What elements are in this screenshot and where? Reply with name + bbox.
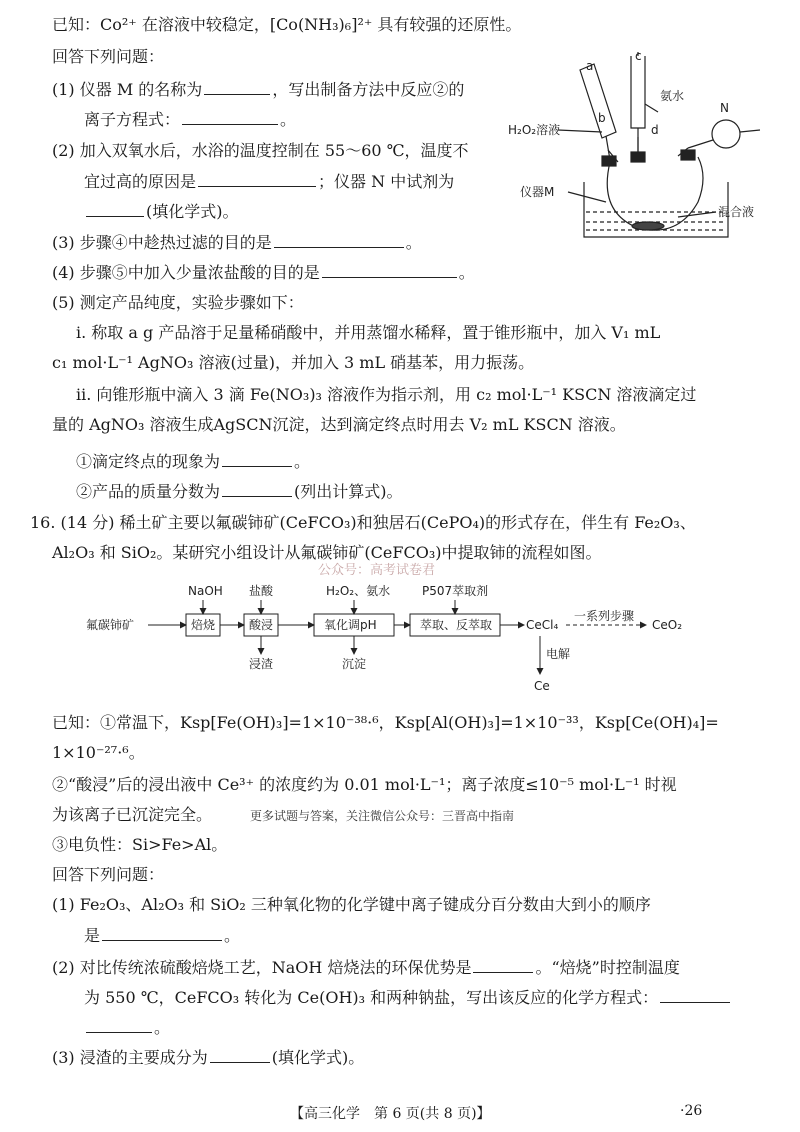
flow-box-oxidize: 氧化调pH — [324, 618, 377, 632]
q16-part3: (3) 浸渣的主要成分为 (填化学式)。 — [52, 1048, 365, 1067]
q15-part4: (4) 步骤⑤中加入少量浓盐酸的目的是 。 — [52, 263, 475, 282]
known-ksp-line1: 已知：①常温下，Ksp[Fe(OH)₃]=1×10⁻³⁸·⁶，Ksp[Al(OH)₃]=1×10⁻³³，Ksp[Ce(OH)₄]= — [52, 713, 719, 732]
watermark-text: 公众号：高考试卷君 — [318, 563, 436, 578]
step-ii-line1: ⅱ. 向锥形瓶中滴入 3 滴 Fe(NO₃)₃ 溶液作为指示剂，用 c₂ mol·L⁻¹ KSCN 溶液滴定过 — [76, 385, 697, 404]
q16-part1: (1) Fe₂O₃、Al₂O₃ 和 SiO₂ 三种氧化物的化学键中离子键成分百分数由大到小的顺序 — [52, 895, 651, 914]
q16-stem-line1: 16. (14 分) 稀土矿主要以氟碳铈矿(CeFCO₃)和独居石(CePO₄)的形式存在，伴生有 Fe₂O₃、 — [30, 513, 696, 532]
step-ii-line2: 量的 AgNO₃ 溶液生成AgSCN沉淀，达到滴定终点时用去 V₂ mL KSCN 溶液。 — [52, 415, 626, 434]
flow-ceo2: CeO₂ — [652, 618, 683, 632]
answer-blank[interactable] — [102, 924, 222, 941]
flow-start: 氟碳铈矿 — [86, 618, 135, 632]
flow-box-roast: 焙烧 — [191, 618, 216, 632]
answer-blank[interactable] — [473, 956, 533, 973]
process-flowchart — [86, 578, 736, 698]
flow-steps: 一系列步骤 — [574, 609, 635, 623]
apparatus-figure — [498, 52, 773, 242]
q15-part1: (1) 仪器 M 的名称为 ，写出制备方法中反应②的 — [52, 80, 465, 99]
page-number: ·26 — [680, 1103, 703, 1119]
q15-part2-end: (填化学式)。 — [84, 200, 239, 223]
answer-blank[interactable] — [274, 231, 404, 248]
sub-question-2: ②产品的质量分数为 (列出计算式)。 — [76, 482, 403, 501]
known-conc-line1: ②“酸浸”后的浸出液中 Ce³⁺ 的浓度约为 0.01 mol·L⁻¹；离子浓度≤10⁻⁵ mol·L⁻¹ 时视 — [52, 775, 677, 794]
answer-blank[interactable] — [182, 108, 278, 125]
answer-blank[interactable] — [198, 170, 316, 187]
flow-naoh: NaOH — [188, 584, 223, 598]
q15-part2-cont: 宜过高的原因是 ；仪器 N 中试剂为 — [84, 172, 455, 191]
step-i-line2: c₁ mol·L⁻¹ AgNO₃ 溶液(过量)，并加入 3 mL 硝基苯，用力振荡。 — [52, 353, 535, 372]
known-ksp-line2: 1×10⁻²⁷·⁶。 — [52, 743, 145, 762]
known-electronegativity: ③电负性：Si>Fe>Al。 — [52, 835, 228, 854]
label-h2o2: H₂O₂溶液 — [508, 123, 561, 137]
answer-blank[interactable] — [222, 450, 292, 467]
step-i-line1: ⅰ. 称取 a g 产品溶于足量稀硝酸中，并用蒸馏水稀释，置于锥形瓶中，加入 V₁ mL — [76, 323, 661, 342]
q16-part2: (2) 对比传统浓硫酸焙烧工艺，NaOH 焙烧法的环保优势是 。“焙烧”时控制温度 — [52, 958, 680, 977]
label-c: c — [635, 52, 642, 63]
known-conc-line2: 为该离子已沉淀完全。 — [52, 805, 213, 824]
answer-blank[interactable] — [210, 1046, 270, 1063]
flow-box-extract: 萃取、反萃取 — [420, 618, 493, 632]
label-N: N — [720, 101, 729, 115]
label-mixture: 混合液 — [718, 205, 755, 219]
flow-ce: Ce — [534, 679, 550, 693]
label-ammonia: 氨水 — [660, 89, 685, 103]
flow-precipitate: 沉淀 — [342, 657, 367, 671]
answer-blank[interactable] — [222, 480, 292, 497]
flow-box-leach: 酸浸 — [249, 618, 274, 632]
q16-part1-cont: 是 。 — [84, 926, 241, 945]
label-a: a — [586, 59, 594, 73]
flow-hcl: 盐酸 — [249, 584, 274, 598]
q16-answer-intro: 回答下列问题： — [52, 865, 165, 884]
q15-part5: (5) 测定产品纯度，实验步骤如下： — [52, 293, 304, 312]
flowchart-svg — [86, 578, 736, 698]
q16-part2-end: 。 — [84, 1016, 170, 1039]
q15-part3: (3) 步骤④中趁热过滤的目的是 。 — [52, 233, 422, 252]
answer-blank[interactable] — [86, 200, 144, 217]
label-d: d — [651, 123, 659, 137]
flow-residue: 浸渣 — [249, 657, 274, 671]
flow-h2o2: H₂O₂、氨水 — [326, 584, 391, 598]
page-footer: 【高三化学 第 6 页(共 8 页)】 — [290, 1106, 491, 1122]
apparatus-svg — [498, 52, 773, 242]
answer-blank[interactable] — [660, 986, 730, 1003]
label-b: b — [598, 111, 606, 125]
sub-question-1: ①滴定终点的现象为 。 — [76, 452, 311, 471]
q16-stem-line2: Al₂O₃ 和 SiO₂。某研究小组设计从氟碳铈矿(CeFCO₃)中提取铈的流程如图。 — [52, 543, 602, 562]
flow-cecl4: CeCl₄ — [526, 618, 559, 632]
q15-part2: (2) 加入双氧水后，水浴的温度控制在 55～60 ℃，温度不 — [52, 141, 469, 160]
answer-blank[interactable] — [204, 78, 270, 95]
answer-blank[interactable] — [322, 261, 457, 278]
known-condition: 已知：Co²⁺ 在溶液中较稳定，[Co(NH₃)₆]²⁺ 具有较强的还原性。 — [52, 15, 522, 34]
q15-part1-cont: 离子方程式： 。 — [84, 110, 297, 129]
q16-part2-cont: 为 550 ℃，CeFCO₃ 转化为 Ce(OH)₃ 和两种钠盐，写出该反应的化学方程式： — [84, 986, 732, 1009]
flow-electrolysis: 电解 — [546, 647, 571, 661]
label-instrument-m: 仪器M — [520, 185, 555, 199]
flow-p507: P507萃取剂 — [422, 584, 489, 598]
answer-blank[interactable] — [86, 1016, 152, 1033]
answer-intro: 回答下列问题： — [52, 47, 165, 66]
promo-note: 更多试题与答案，关注微信公众号：三晋高中指南 — [250, 809, 515, 823]
